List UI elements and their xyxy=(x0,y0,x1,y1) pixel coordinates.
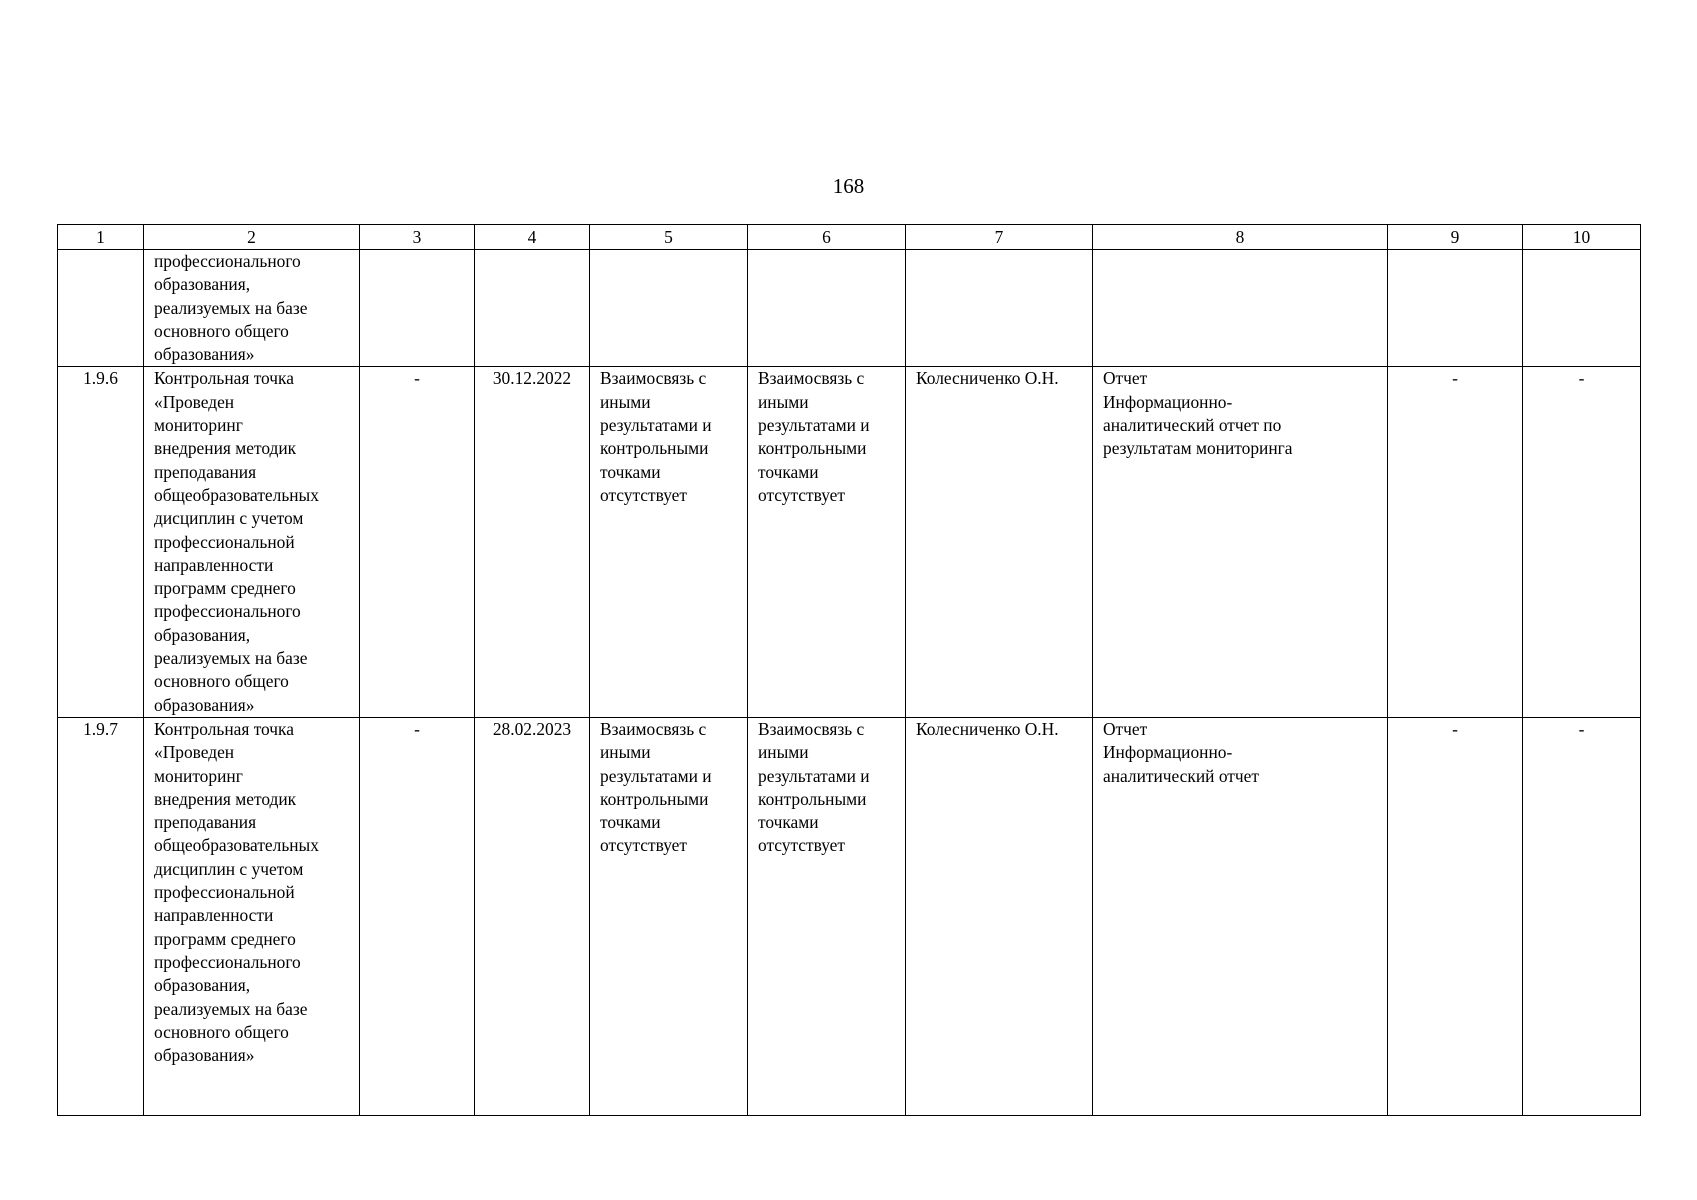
col9-cell: - xyxy=(1388,367,1523,717)
col10-cell: - xyxy=(1523,367,1641,717)
column-number-header: 4 xyxy=(475,225,590,250)
row-number-cell: 1.9.7 xyxy=(58,717,144,1115)
deadline-date-cell: 30.12.2022 xyxy=(475,367,590,717)
column-number-header: 8 xyxy=(1093,225,1388,250)
continuation-number-cell xyxy=(58,250,144,367)
column-number-header: 9 xyxy=(1388,225,1523,250)
table-row xyxy=(58,717,1641,1115)
empty-cell xyxy=(360,250,475,367)
col9-cell: - xyxy=(1388,717,1523,1115)
continuation-name-cell: профессионального образования, реализуемых на базе основного общего образования» xyxy=(144,250,360,367)
empty-cell xyxy=(748,250,906,367)
empty-cell xyxy=(1388,250,1523,367)
column-number-header: 3 xyxy=(360,225,475,250)
col3-cell: - xyxy=(360,717,475,1115)
column-number-header: 7 xyxy=(906,225,1093,250)
continuation-row xyxy=(58,250,1641,367)
row-number-cell: 1.9.6 xyxy=(58,367,144,717)
relation-cell: Взаимосвязь с иными результатами и контрольными точками отсутствует xyxy=(748,367,906,717)
responsible-cell: Колесниченко О.Н. xyxy=(906,717,1093,1115)
empty-cell xyxy=(1523,250,1641,367)
col3-cell: - xyxy=(360,367,475,717)
column-number-header: 2 xyxy=(144,225,360,250)
column-number-header: 6 xyxy=(748,225,906,250)
empty-cell xyxy=(1093,250,1388,367)
control-points-table xyxy=(57,224,1641,1116)
report-cell: Отчет Информационно- аналитический отчет по результатам мониторинга xyxy=(1093,367,1388,717)
table-row xyxy=(58,367,1641,717)
column-number-header: 10 xyxy=(1523,225,1641,250)
control-point-name-cell: Контрольная точка «Проведен мониторинг внедрения методик преподавания общеобразовательных дисциплин с учетом профессиональной направленности программ среднего профессионального образования, реализуемых на базе основного общего образования» xyxy=(144,717,360,1115)
col10-cell: - xyxy=(1523,717,1641,1115)
relation-cell: Взаимосвязь с иными результатами и контрольными точками отсутствует xyxy=(590,717,748,1115)
column-number-header: 5 xyxy=(590,225,748,250)
responsible-cell: Колесниченко О.Н. xyxy=(906,367,1093,717)
page-number: 168 xyxy=(832,174,865,198)
deadline-date-cell: 28.02.2023 xyxy=(475,717,590,1115)
column-number-header: 1 xyxy=(58,225,144,250)
report-cell: Отчет Информационно- аналитический отчет xyxy=(1093,717,1388,1115)
relation-cell: Взаимосвязь с иными результатами и контрольными точками отсутствует xyxy=(748,717,906,1115)
empty-cell xyxy=(590,250,748,367)
empty-cell xyxy=(475,250,590,367)
relation-cell: Взаимосвязь с иными результатами и контрольными точками отсутствует xyxy=(590,367,748,717)
column-number-header-row xyxy=(58,225,1641,250)
empty-cell xyxy=(906,250,1093,367)
control-point-name-cell: Контрольная точка «Проведен мониторинг внедрения методик преподавания общеобразовательных дисциплин с учетом профессиональной направленности программ среднего профессионального образования, реализуемых на базе основного общего образования» xyxy=(144,367,360,717)
